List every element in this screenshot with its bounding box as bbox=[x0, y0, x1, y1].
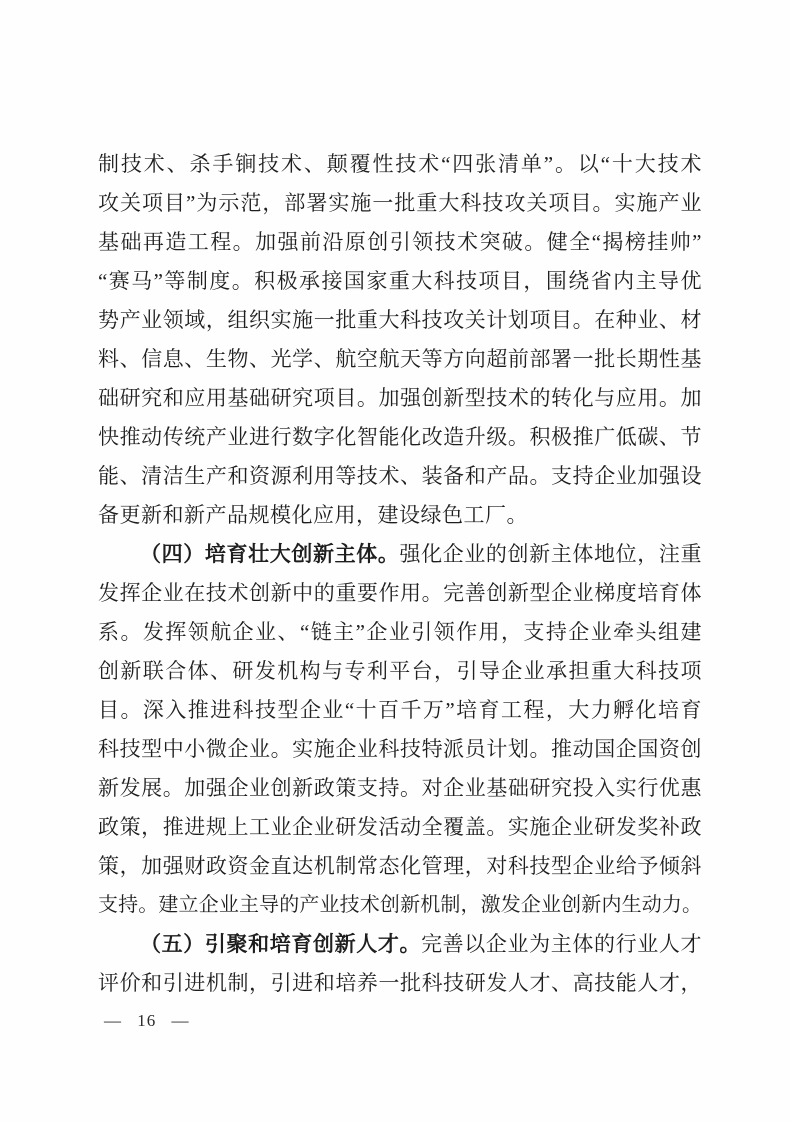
body-text-line: 目。深入推进科技型企业“十百千万”培育工程，大力孵化培育 bbox=[98, 698, 702, 722]
body-text-line: 制技术、杀手锏技术、颠覆性技术“四张清单”。以“十大技术 bbox=[98, 152, 702, 176]
page-number: — 16 — bbox=[104, 1011, 190, 1030]
page-footer bbox=[104, 1008, 190, 1034]
body-text-line: 料、信息、生物、光学、航空航天等方向超前部署一批长期性基 bbox=[98, 347, 702, 371]
section-heading-5: （五）引聚和培育创新人才。 bbox=[140, 932, 422, 956]
body-text-line: 新发展。加强企业创新政策支持。对企业基础研究投入实行优惠 bbox=[98, 776, 702, 800]
body-text-line: 快推动传统产业进行数字化智能化改造升级。积极推广低碳、节 bbox=[98, 425, 702, 449]
body-text-segment: 完善以企业为主体的行业人才 bbox=[421, 932, 702, 956]
document-body bbox=[98, 145, 702, 1003]
body-text-line: 科技型中小微企业。实施企业科技特派员计划。推动国企国资创 bbox=[98, 737, 702, 761]
body-text-line: 能、清洁生产和资源利用等技术、装备和产品。支持企业加强设 bbox=[98, 464, 702, 488]
body-text-line: 策，加强财政资金直达机制常态化管理，对科技型企业给予倾斜 bbox=[98, 854, 702, 878]
body-text-line: 评价和引进机制，引进和培养一批科技研发人才、高技能人才， bbox=[98, 971, 702, 995]
body-text-line: 政策，推进规上工业企业研发活动全覆盖。实施企业研发奖补政 bbox=[98, 815, 702, 839]
body-text-line: 系。发挥领航企业、“链主”企业引领作用，支持企业牵头组建 bbox=[98, 620, 702, 644]
body-text-line: 支持。建立企业主导的产业技术创新机制，激发企业创新内生动力。 bbox=[98, 894, 702, 916]
body-text-line: 备更新和新产品规模化应用，建设绿色工厂。 bbox=[98, 503, 528, 527]
section-heading-4: （四）培育壮大创新主体。 bbox=[140, 542, 400, 566]
body-text-line: 发挥企业在技术创新中的重要作用。完善创新型企业梯度培育体 bbox=[98, 581, 702, 605]
body-text-line: “赛马”等制度。积极承接国家重大科技项目，围绕省内主导优 bbox=[98, 269, 702, 293]
paragraph-start-line bbox=[98, 535, 702, 574]
body-text-line: 础研究和应用基础研究项目。加强创新型技术的转化与应用。加 bbox=[98, 386, 702, 410]
paragraph-start-line bbox=[98, 925, 702, 964]
body-text-line: 创新联合体、研发机构与专利平台，引导企业承担重大科技项 bbox=[98, 659, 702, 683]
body-text-segment: 强化企业的创新主体地位，注重 bbox=[399, 542, 702, 566]
body-text-line: 攻关项目”为示范，部署实施一批重大科技攻关项目。实施产业 bbox=[98, 191, 702, 215]
body-text-line: 势产业领域，组织实施一批重大科技攻关计划项目。在种业、材 bbox=[98, 308, 702, 332]
body-text-line: 基础再造工程。加强前沿原创引领技术突破。健全“揭榜挂帅” bbox=[98, 230, 702, 254]
